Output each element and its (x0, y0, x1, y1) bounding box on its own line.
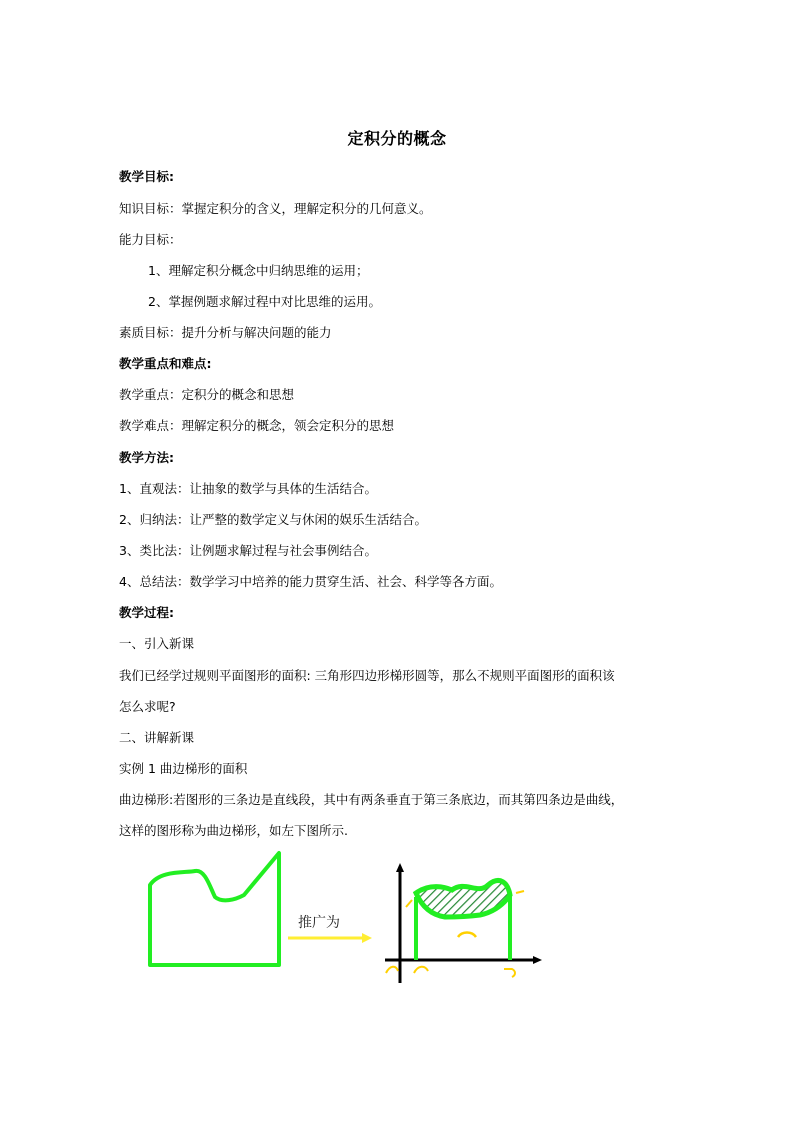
label-mark-a (406, 900, 412, 907)
intro-paragraph-line-1: 我们已经学过规则平面图形的面积: 三角形四边形梯形圆等，那么不规则平面图形的面积该 (119, 668, 615, 683)
method-2: 2、归纳法：让严整的数学定义与休闲的娱乐生活结合。 (119, 512, 427, 527)
section-intro: 一、引入新课 (119, 636, 195, 651)
heading-key-points: 教学重点和难点: (119, 356, 212, 371)
quality-goal: 素质目标：提升分析与解决问题的能力 (119, 325, 332, 340)
label-mark-b (516, 891, 524, 893)
heading-process: 教学过程: (119, 605, 174, 620)
generalize-label: 推广为 (298, 915, 340, 931)
label-mark-f (504, 969, 515, 977)
ability-goal-item-2: 2、掌握例题求解过程中对比思维的运用。 (148, 294, 381, 309)
knowledge-goal: 知识目标：掌握定积分的含义，理解定积分的几何意义。 (119, 201, 432, 216)
section-new-lesson: 二、讲解新课 (119, 730, 195, 745)
page-title: 定积分的概念 (347, 129, 447, 148)
irregular-shape (150, 853, 279, 965)
key-point: 教学重点：定积分的概念和思想 (119, 387, 295, 402)
intro-paragraph-line-2: 怎么求呢? (119, 699, 176, 714)
y-axis-arrowhead (396, 863, 404, 872)
heading-teaching-goals: 教学目标: (119, 169, 174, 184)
label-mark-d (386, 967, 398, 973)
label-mark-c (458, 933, 476, 938)
ability-goal-item-1: 1、理解定积分概念中归纳思维的运用； (148, 263, 369, 278)
ability-goal-label: 能力目标： (119, 232, 182, 247)
curve-region (416, 880, 510, 917)
example-1-title: 实例 1 曲边梯形的面积 (119, 761, 248, 776)
label-mark-e (414, 967, 428, 973)
method-1: 1、直观法：让抽象的数学与具体的生活结合。 (119, 481, 377, 496)
method-4: 4、总结法：数学学习中培养的能力贯穿生活、社会、科学等各方面。 (119, 574, 502, 589)
difficult-point: 教学难点：理解定积分的概念，领会定积分的思想 (119, 418, 395, 433)
x-axis-arrowhead (533, 956, 542, 964)
method-3: 3、类比法：让例题求解过程与社会事例结合。 (119, 543, 377, 558)
definition-line-1: 曲边梯形:若图形的三条边是直线段，其中有两条垂直于第三条底边，而其第四条边是曲线， (119, 792, 624, 807)
curved-trapezoid-figure (140, 845, 560, 990)
generalize-arrow-head (362, 933, 372, 943)
definition-line-2: 这样的图形称为曲边梯形，如左下图所示. (119, 823, 348, 838)
heading-methods: 教学方法: (119, 450, 174, 465)
